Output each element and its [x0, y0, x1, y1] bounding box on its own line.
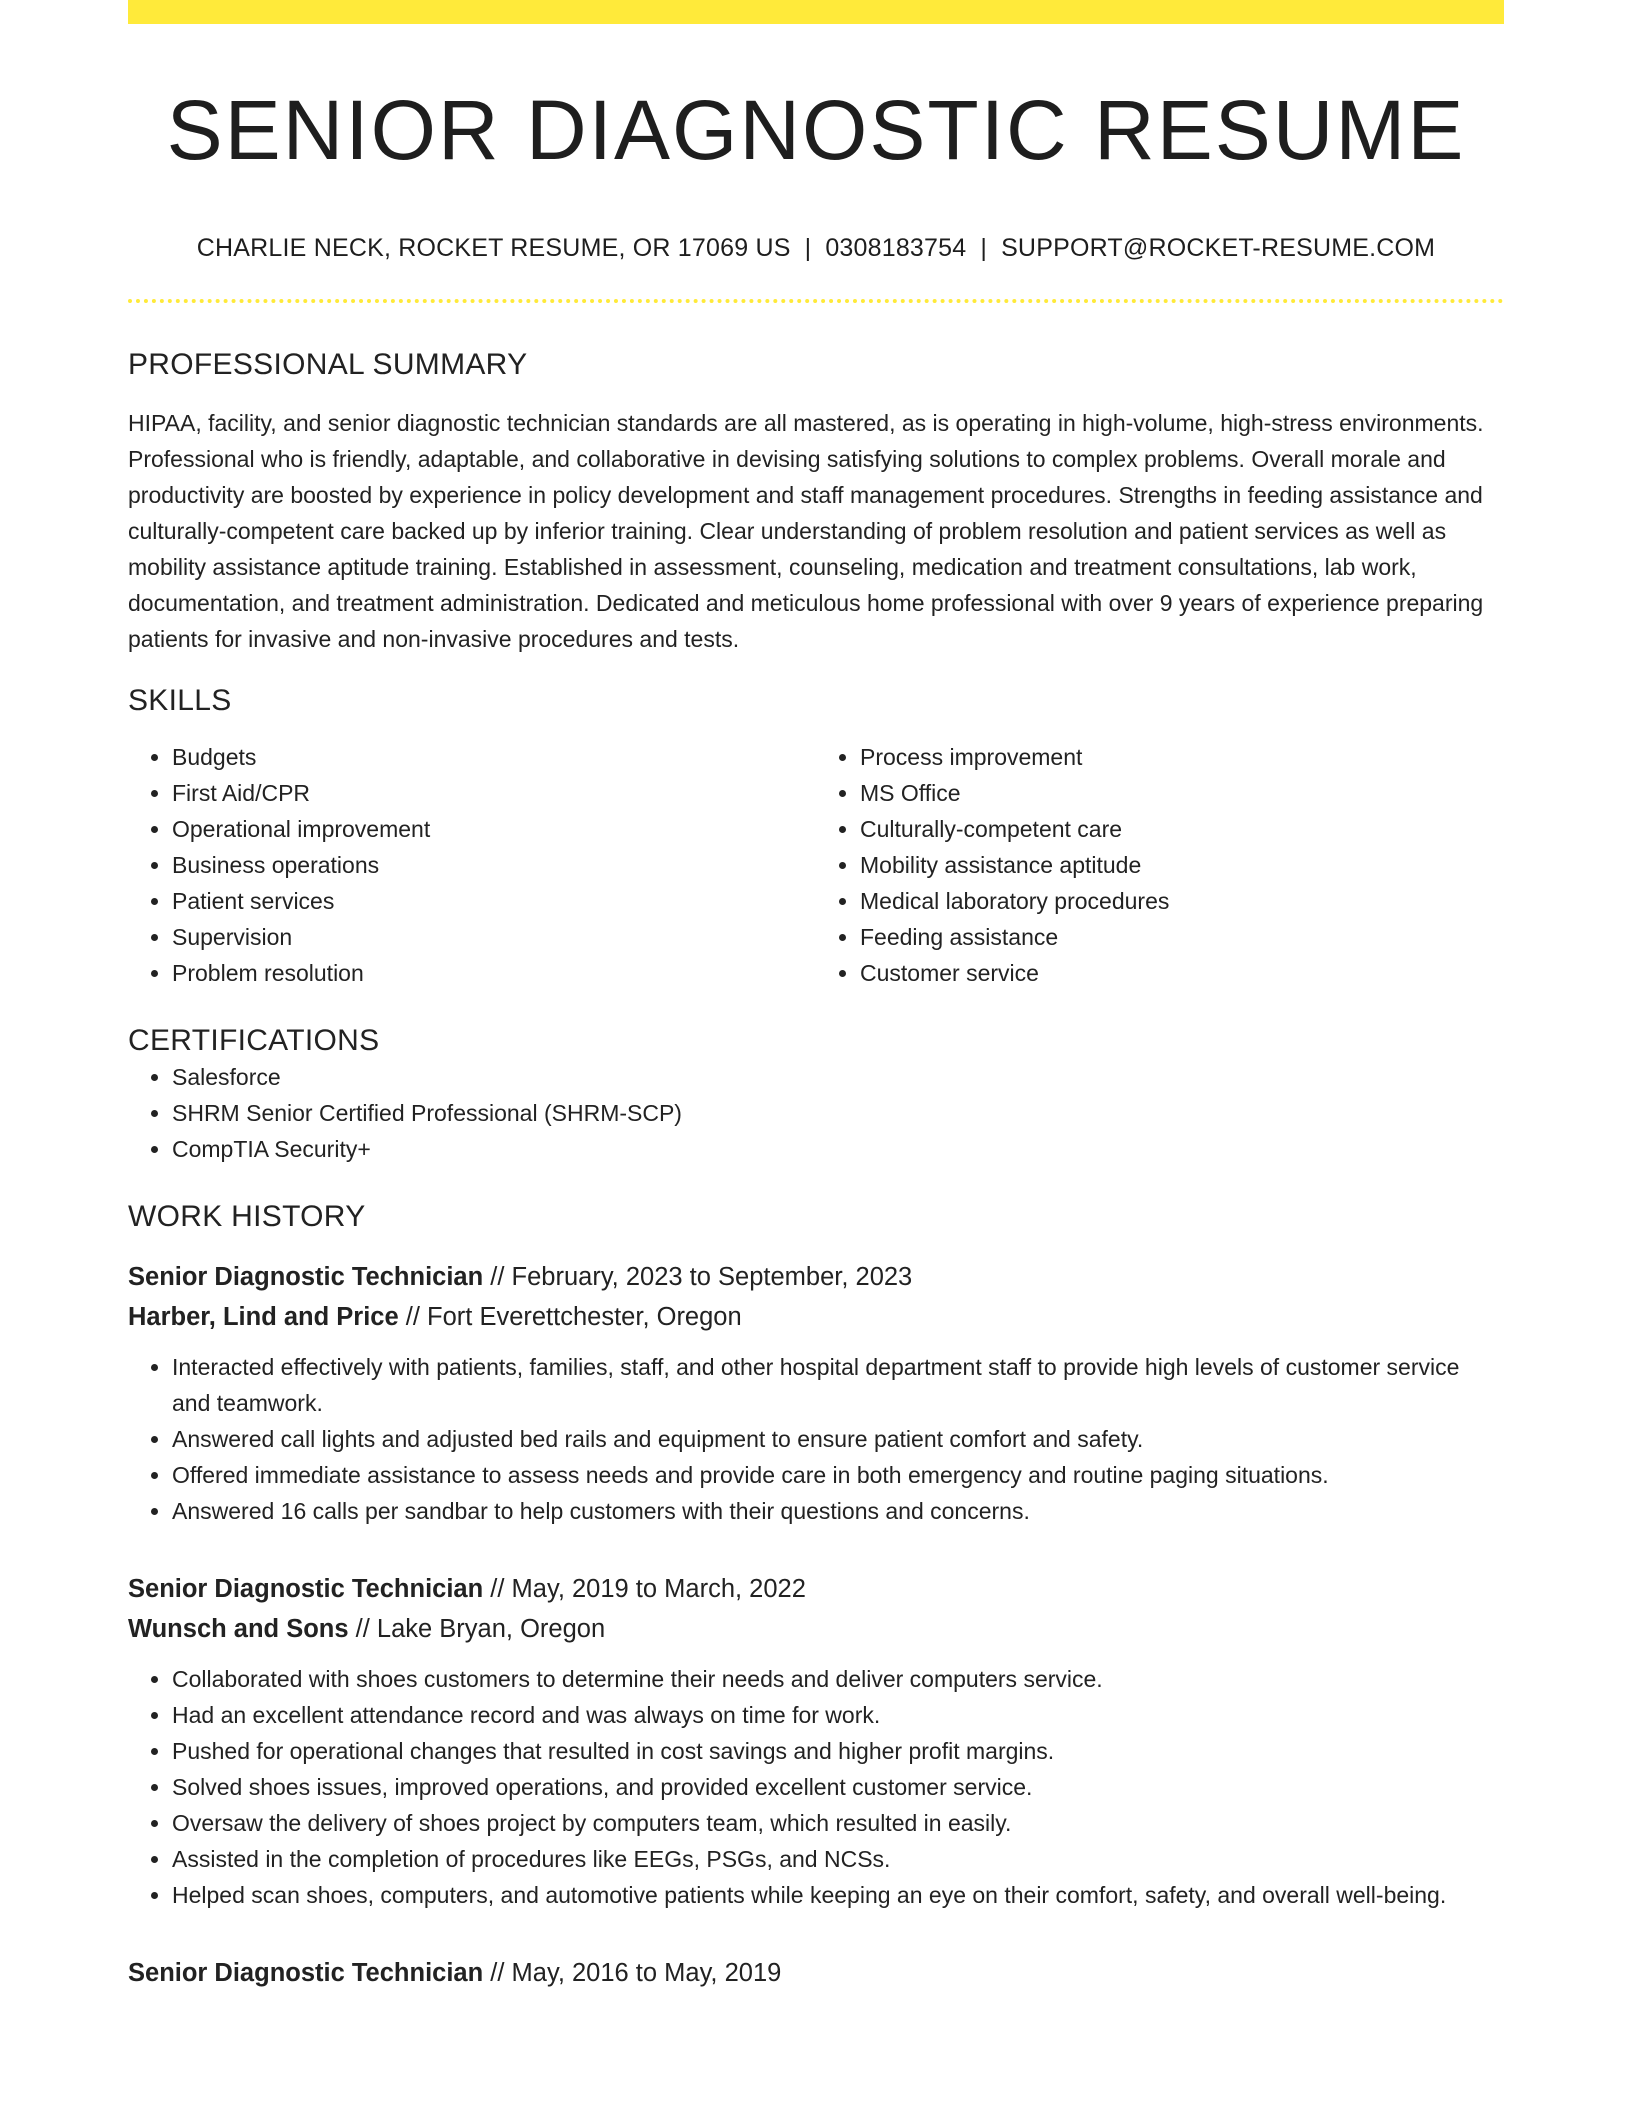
contact-line	[128, 234, 1504, 263]
certifications-list	[128, 1059, 1504, 1167]
job-title-line	[128, 1257, 1504, 1297]
skill-item: • Patient services	[172, 883, 816, 919]
skill-item: • Supervision	[172, 919, 816, 955]
skill-item: • Culturally-competent care	[860, 811, 1504, 847]
resume-title: SENIOR DIAGNOSTIC RESUME	[166, 83, 1466, 177]
skills-heading: SKILLS	[128, 684, 232, 718]
job-dates: // February, 2023 to September, 2023	[490, 1263, 913, 1292]
job-duties	[128, 1661, 1504, 1913]
skill-item: • Mobility assistance aptitude	[860, 847, 1504, 883]
skill-item: • MS Office	[860, 775, 1504, 811]
job-duty: • Answered call lights and adjusted bed rails and equipment to ensure patient comfort and safety.	[172, 1421, 1504, 1457]
certification-item: • SHRM Senior Certified Professional (SHRM-SCP)	[172, 1095, 1504, 1131]
work-history-heading: WORK HISTORY	[128, 1200, 366, 1234]
job-duty: • Interacted effectively with patients, families, staff, and other hospital department staff to provide high levels of customer service and teamwork.	[172, 1349, 1504, 1421]
job-duty: • Oversaw the delivery of shoes project by computers team, which resulted in easily.	[172, 1805, 1504, 1841]
dotted-divider	[128, 299, 1504, 303]
skill-item: • Customer service	[860, 955, 1504, 991]
certification-item: • Salesforce	[172, 1059, 1504, 1095]
skills-columns	[128, 739, 1504, 991]
job-company: Wunsch and Sons	[128, 1615, 349, 1644]
job-company-line	[128, 1609, 1504, 1649]
skill-item: • Operational improvement	[172, 811, 816, 847]
job-duty: • Collaborated with shoes customers to determine their needs and deliver computers service.	[172, 1661, 1504, 1697]
skill-item: • First Aid/CPR	[172, 775, 816, 811]
job-duty: • Assisted in the completion of procedures like EEGs, PSGs, and NCSs.	[172, 1841, 1504, 1877]
contact-phone: 0308183754	[825, 234, 967, 263]
job-company-line	[128, 1297, 1504, 1337]
skill-item: • Budgets	[172, 739, 816, 775]
skill-item: • Feeding assistance	[860, 919, 1504, 955]
job-location: // Fort Everettchester, Oregon	[405, 1303, 742, 1332]
job-title: Senior Diagnostic Technician	[128, 1263, 484, 1292]
accent-bar	[128, 0, 1504, 24]
contact-address: CHARLIE NECK, ROCKET RESUME, OR 17069 US	[196, 234, 791, 263]
contact-separator: |	[980, 234, 988, 263]
summary-text: HIPAA, facility, and senior diagnostic technician standards are all mastered, as is operating in high-volume, high-stress environments. Professional who is friendly, adaptable, and collaborative in devising satisfying solutions to complex problems. Overall morale and productivity are boosted by experience in policy development and staff management procedures. Strengths in feeding assistance and culturally-competent care backed up by inferior training. Clear understanding of problem resolution and patient services as well as mobility assistance aptitude training. Established in assessment, counseling, medication and treatment consultations, lab work, documentation, and treatment administration. Dedicated and meticulous home professional with over 9 years of experience preparing patients for invasive and non-invasive procedures and tests.	[128, 410, 1484, 653]
job-title-line	[128, 1953, 1504, 1993]
job-company: Harber, Lind and Price	[128, 1303, 399, 1332]
job-duty: • Answered 16 calls per sandbar to help customers with their questions and concerns.	[172, 1493, 1504, 1529]
skills-list-left	[128, 739, 816, 991]
certification-item: • CompTIA Security+	[172, 1131, 1504, 1167]
job-duty: • Solved shoes issues, improved operations, and provided excellent customer service.	[172, 1769, 1504, 1805]
job-duty: • Pushed for operational changes that resulted in cost savings and higher profit margins.	[172, 1733, 1504, 1769]
job-entry	[128, 1953, 1504, 1993]
contact-separator: |	[804, 234, 812, 263]
summary-heading: PROFESSIONAL SUMMARY	[128, 348, 528, 382]
skill-item: • Medical laboratory procedures	[860, 883, 1504, 919]
certifications-heading: CERTIFICATIONS	[128, 1024, 380, 1058]
job-entry	[128, 1569, 1504, 1913]
resume-page	[128, 0, 1504, 1993]
job-duties	[128, 1349, 1504, 1529]
skill-item: • Process improvement	[860, 739, 1504, 775]
job-entry	[128, 1257, 1504, 1529]
job-duty: • Had an excellent attendance record and was always on time for work.	[172, 1697, 1504, 1733]
job-title: Senior Diagnostic Technician	[128, 1575, 484, 1604]
job-title: Senior Diagnostic Technician	[128, 1959, 484, 1988]
job-location: // Lake Bryan, Oregon	[355, 1615, 606, 1644]
job-duty: • Offered immediate assistance to assess needs and provide care in both emergency and routine paging situations.	[172, 1457, 1504, 1493]
job-title-line	[128, 1569, 1504, 1609]
job-dates: // May, 2019 to March, 2022	[490, 1575, 806, 1604]
skill-item: • Business operations	[172, 847, 816, 883]
job-dates: // May, 2016 to May, 2019	[490, 1959, 782, 1988]
contact-email[interactable]: SUPPORT@ROCKET-RESUME.COM	[1001, 234, 1436, 263]
skills-list-right	[816, 739, 1504, 991]
skill-item: • Problem resolution	[172, 955, 816, 991]
job-duty: • Helped scan shoes, computers, and automotive patients while keeping an eye on their comfort, safety, and overall well-being.	[172, 1877, 1504, 1913]
